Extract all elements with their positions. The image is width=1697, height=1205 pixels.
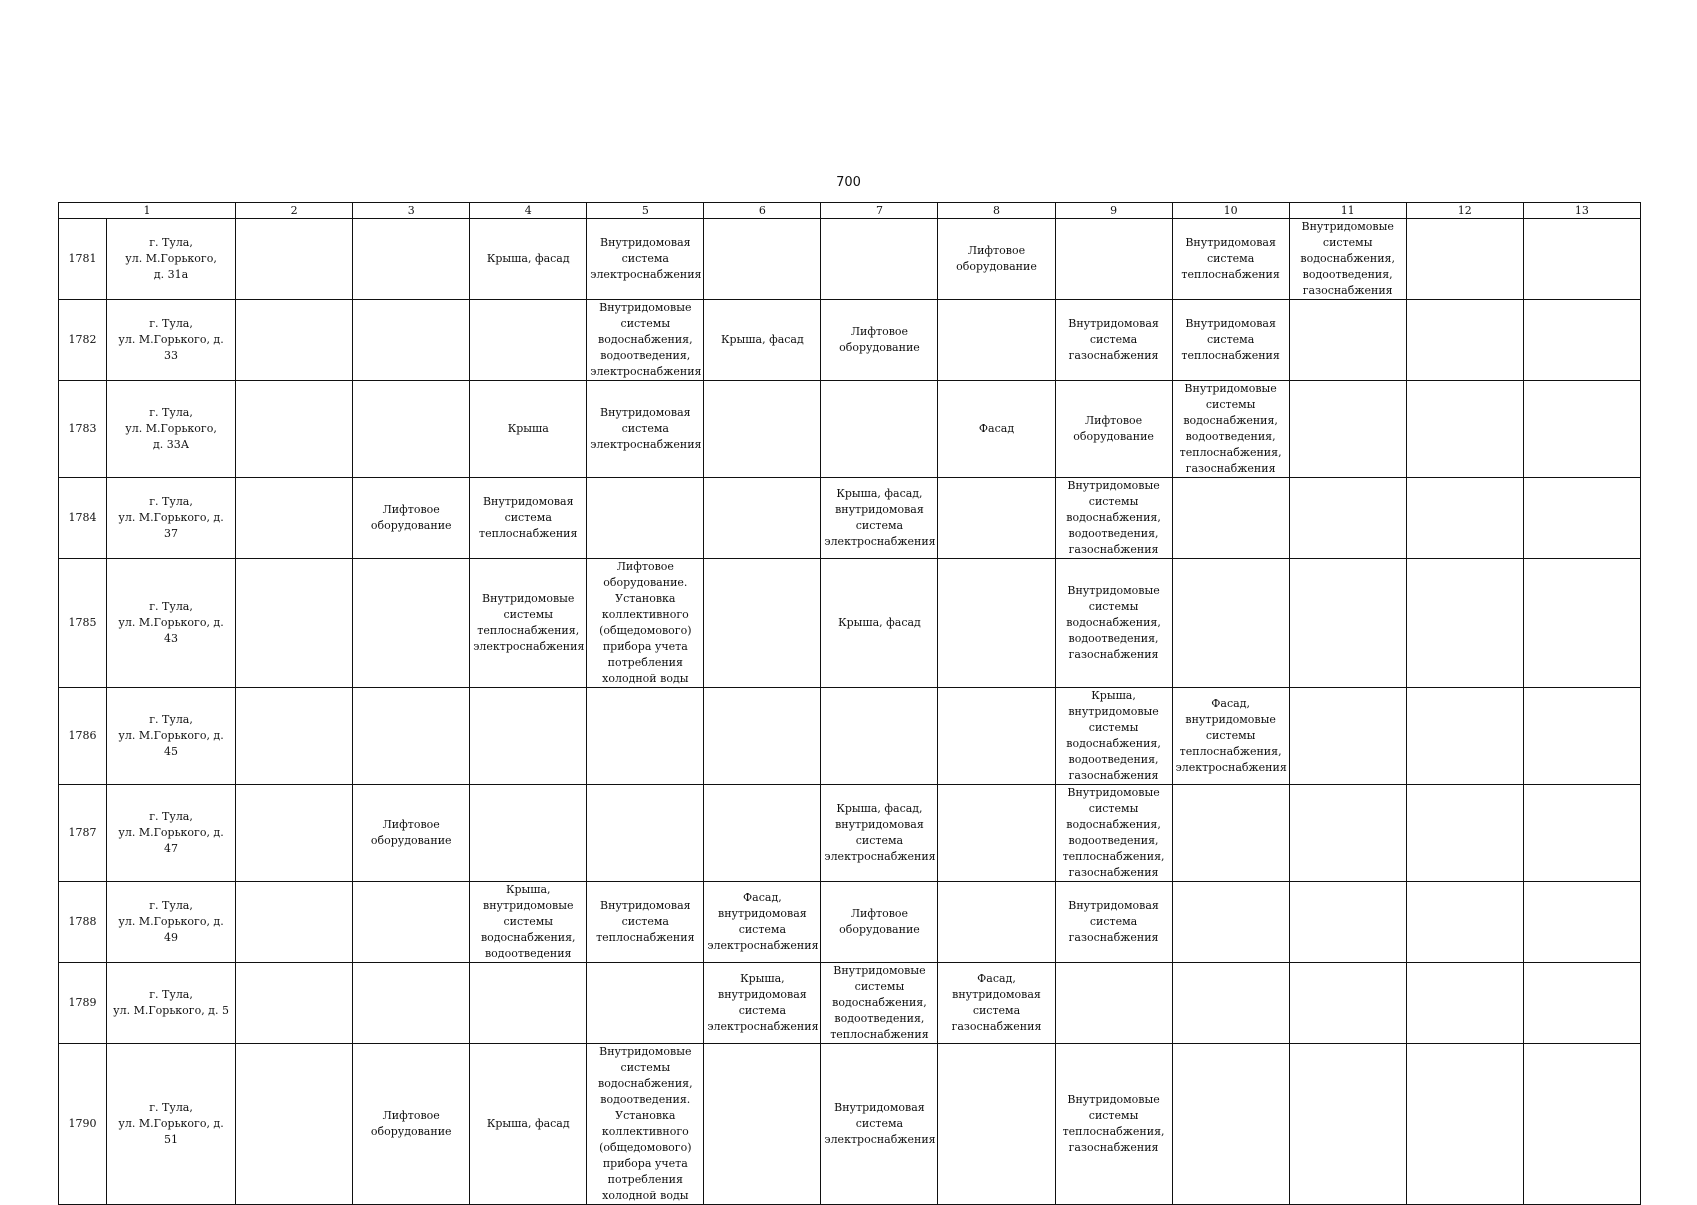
work-cell-col-7 — [821, 785, 938, 882]
work-cell-col-4 — [470, 688, 587, 785]
work-cell-col-8 — [938, 1044, 1055, 1205]
work-cell-text: Крыша, внутридомовая система электроснабжения — [707, 972, 819, 1033]
address-cell: г. Тула, ул. М.Горького, д. 43 — [118, 600, 224, 645]
work-cell-col-10 — [1172, 963, 1289, 1044]
work-cell-col-13 — [1523, 882, 1640, 963]
work-cell-col-12 — [1406, 381, 1523, 478]
work-cell-col-2 — [236, 381, 353, 478]
work-cell-text: Крыша, внутридомовые системы водоснабжения, водоотведения, газоснабжения — [1066, 689, 1161, 782]
work-cell-col-7 — [821, 219, 938, 300]
work-cell-col-7 — [821, 688, 938, 785]
work-cell-text: Крыша — [507, 422, 549, 435]
work-cell-col-11 — [1289, 219, 1406, 300]
work-cell-col-3 — [353, 688, 470, 785]
work-cell-col-11 — [1289, 785, 1406, 882]
work-cell-col-11 — [1289, 882, 1406, 963]
column-number-2: 2 — [236, 203, 353, 219]
row-number: 1788 — [59, 882, 107, 963]
address-cell: г. Тула, ул. М.Горького, д. 5 — [113, 988, 229, 1017]
work-cell-text: Фасад — [978, 422, 1015, 435]
work-cell-col-13 — [1523, 963, 1640, 1044]
work-cell-text: Внутридомовые системы водоснабжения, водоотведения, теплоснабжения, газоснабжения — [1179, 382, 1282, 475]
work-cell-col-12 — [1406, 300, 1523, 381]
work-cell-text: Фасад, внутридомовая система электроснабжения — [707, 891, 819, 952]
work-cell-col-6 — [704, 300, 821, 381]
work-cell-col-8 — [938, 300, 1055, 381]
work-cell-col-11 — [1289, 963, 1406, 1044]
work-cell-text: Лифтовое оборудование — [370, 1109, 452, 1138]
work-cell-text: Внутридомовая система электроснабжения — [590, 406, 702, 451]
work-cell-col-11 — [1289, 1044, 1406, 1205]
work-cell-text: Внутридомовые системы водоснабжения, водоотведения, газоснабжения — [1300, 220, 1395, 297]
work-cell-col-9 — [1055, 1044, 1172, 1205]
work-cell-col-13 — [1523, 381, 1640, 478]
work-cell-text: Фасад, внутридомовая система газоснабжения — [951, 972, 1042, 1033]
work-cell-col-2 — [236, 1044, 353, 1205]
work-cell-text: Крыша, фасад — [838, 616, 921, 629]
work-cell-col-12 — [1406, 478, 1523, 559]
row-number: 1785 — [59, 559, 107, 688]
work-cell-text: Внутридомовые системы водоснабжения, водоотведения, газоснабжения — [1066, 584, 1161, 661]
work-cell-col-5 — [587, 1044, 704, 1205]
work-cell-col-8 — [938, 785, 1055, 882]
work-cell-col-10 — [1172, 559, 1289, 688]
work-cell-col-6 — [704, 559, 821, 688]
work-cell-text: Фасад, внутридомовые системы теплоснабжения, электроснабжения — [1175, 697, 1287, 774]
work-cell-col-12 — [1406, 688, 1523, 785]
work-cell-col-4 — [470, 559, 587, 688]
column-number-4: 4 — [470, 203, 587, 219]
column-number-7: 7 — [821, 203, 938, 219]
work-cell-text: Лифтовое оборудование — [839, 325, 920, 354]
work-cell-col-11 — [1289, 478, 1406, 559]
work-cell-col-7 — [821, 882, 938, 963]
row-number: 1789 — [59, 963, 107, 1044]
work-cell-col-2 — [236, 300, 353, 381]
column-number-11: 11 — [1289, 203, 1406, 219]
work-cell-col-9 — [1055, 882, 1172, 963]
work-cell-text: Внутридомовые системы водоснабжения, водоотведения. Установка коллективного (общедомового) прибора учета потребления холодной воды — [598, 1045, 693, 1202]
page-number: 700 — [836, 175, 861, 190]
work-cell-col-10 — [1172, 785, 1289, 882]
work-cell-col-6 — [704, 219, 821, 300]
work-cell-col-2 — [236, 559, 353, 688]
work-cell-col-3 — [353, 219, 470, 300]
work-cell-text: Внутридомовая система теплоснабжения — [1181, 236, 1280, 281]
column-number-6: 6 — [704, 203, 821, 219]
work-cell-col-2 — [236, 785, 353, 882]
work-cell-col-2 — [236, 688, 353, 785]
work-cell-col-13 — [1523, 688, 1640, 785]
work-cell-col-4 — [470, 300, 587, 381]
work-cell-col-4 — [470, 381, 587, 478]
work-cell-text: Внутридомовые системы водоснабжения, водоотведения, теплоснабжения — [830, 964, 929, 1041]
work-cell-col-6 — [704, 963, 821, 1044]
repair-schedule-table — [58, 202, 1641, 1205]
work-cell-col-13 — [1523, 559, 1640, 688]
table-row — [59, 300, 1641, 381]
table-row — [59, 478, 1641, 559]
work-cell-col-7 — [821, 1044, 938, 1205]
work-cell-col-6 — [704, 381, 821, 478]
work-cell-col-9 — [1055, 559, 1172, 688]
table-row — [59, 559, 1641, 688]
row-number: 1782 — [59, 300, 107, 381]
address-cell: г. Тула, ул. М.Горького, д. 51 — [118, 1101, 224, 1146]
work-cell-text: Лифтовое оборудование. Установка коллективного (общедомового) прибора учета потребления холодной воды — [599, 560, 692, 685]
work-cell-col-10 — [1172, 381, 1289, 478]
work-cell-col-5 — [587, 963, 704, 1044]
work-cell-text: Крыша, фасад — [486, 252, 570, 265]
work-cell-col-5 — [587, 688, 704, 785]
work-cell-col-8 — [938, 478, 1055, 559]
work-cell-col-13 — [1523, 478, 1640, 559]
work-cell-col-7 — [821, 300, 938, 381]
work-cell-col-5 — [587, 300, 704, 381]
table-row — [59, 1044, 1641, 1205]
column-number-10: 10 — [1172, 203, 1289, 219]
work-cell-col-2 — [236, 219, 353, 300]
work-cell-col-4 — [470, 219, 587, 300]
table-row — [59, 882, 1641, 963]
work-cell-col-8 — [938, 381, 1055, 478]
work-cell-col-5 — [587, 478, 704, 559]
address-cell: г. Тула, ул. М.Горького, д. 45 — [118, 713, 224, 758]
work-cell-col-11 — [1289, 559, 1406, 688]
work-cell-col-6 — [704, 1044, 821, 1205]
work-cell-col-13 — [1523, 300, 1640, 381]
work-cell-col-3 — [353, 300, 470, 381]
work-cell-col-2 — [236, 882, 353, 963]
table-row — [59, 219, 1641, 300]
work-cell-text: Внутридомовые системы теплоснабжения, электроснабжения — [473, 592, 585, 653]
address-cell: г. Тула, ул. М.Горького, д. 33 — [118, 317, 224, 362]
work-cell-col-3 — [353, 559, 470, 688]
table-row — [59, 688, 1641, 785]
work-cell-col-13 — [1523, 785, 1640, 882]
work-cell-col-5 — [587, 381, 704, 478]
work-cell-text: Внутридомовая система электроснабжения — [824, 1101, 936, 1146]
work-cell-col-9 — [1055, 219, 1172, 300]
work-cell-text: Крыша, фасад, внутридомовая система электроснабжения — [824, 802, 936, 863]
work-cell-text: Лифтовое оборудование — [370, 503, 452, 532]
work-cell-col-4 — [470, 1044, 587, 1205]
work-cell-text: Внутридомовая система теплоснабжения — [479, 495, 578, 540]
work-cell-col-8 — [938, 688, 1055, 785]
work-cell-text: Внутридомовые системы водоснабжения, водоотведения, газоснабжения — [1066, 479, 1161, 556]
work-cell-text: Крыша, фасад — [721, 333, 804, 346]
work-cell-col-7 — [821, 478, 938, 559]
work-cell-col-3 — [353, 1044, 470, 1205]
work-cell-col-10 — [1172, 688, 1289, 785]
work-cell-col-8 — [938, 963, 1055, 1044]
work-cell-col-8 — [938, 559, 1055, 688]
table-row — [59, 785, 1641, 882]
work-cell-col-9 — [1055, 963, 1172, 1044]
column-number-12: 12 — [1406, 203, 1523, 219]
work-cell-col-7 — [821, 559, 938, 688]
row-number: 1783 — [59, 381, 107, 478]
work-cell-col-10 — [1172, 219, 1289, 300]
row-number: 1790 — [59, 1044, 107, 1205]
work-cell-col-9 — [1055, 688, 1172, 785]
work-cell-col-12 — [1406, 219, 1523, 300]
work-cell-col-5 — [587, 882, 704, 963]
work-cell-text: Внутридомовые системы теплоснабжения, газоснабжения — [1062, 1093, 1165, 1154]
address-cell: г. Тула, ул. М.Горького, д. 47 — [118, 810, 224, 855]
work-cell-col-12 — [1406, 882, 1523, 963]
work-cell-text: Внутридомовая система газоснабжения — [1068, 317, 1159, 362]
work-cell-col-9 — [1055, 478, 1172, 559]
work-cell-col-3 — [353, 963, 470, 1044]
work-cell-text: Внутридомовая система газоснабжения — [1068, 899, 1159, 944]
work-cell-col-5 — [587, 219, 704, 300]
work-cell-col-10 — [1172, 300, 1289, 381]
work-cell-text: Крыша, фасад — [486, 1117, 570, 1130]
work-cell-col-12 — [1406, 1044, 1523, 1205]
work-cell-col-3 — [353, 785, 470, 882]
address-cell: г. Тула, ул. М.Горького, д. 37 — [118, 495, 224, 540]
work-cell-text: Крыша, внутридомовые системы водоснабжения, водоотведения — [480, 883, 576, 960]
row-number: 1787 — [59, 785, 107, 882]
work-cell-col-10 — [1172, 478, 1289, 559]
work-cell-col-12 — [1406, 559, 1523, 688]
work-cell-col-6 — [704, 882, 821, 963]
row-number: 1784 — [59, 478, 107, 559]
address-cell: г. Тула, ул. М.Горького, д. 31а — [125, 236, 217, 281]
column-number-row — [59, 203, 1641, 219]
work-cell-col-6 — [704, 688, 821, 785]
work-cell-col-3 — [353, 882, 470, 963]
work-cell-col-10 — [1172, 1044, 1289, 1205]
column-number-13: 13 — [1523, 203, 1640, 219]
column-number-1: 1 — [59, 203, 236, 219]
work-cell-col-6 — [704, 785, 821, 882]
work-cell-text: Лифтовое оборудование — [1073, 414, 1154, 443]
work-cell-text: Внутридомовые системы водоснабжения, водоотведения, электроснабжения — [590, 301, 702, 378]
work-cell-col-4 — [470, 963, 587, 1044]
work-cell-col-5 — [587, 559, 704, 688]
work-cell-col-2 — [236, 478, 353, 559]
column-number-9: 9 — [1055, 203, 1172, 219]
work-cell-text: Внутридомовая система электроснабжения — [590, 236, 702, 281]
table-row — [59, 381, 1641, 478]
work-cell-text: Внутридомовая система теплоснабжения — [596, 899, 695, 944]
work-cell-text: Лифтовое оборудование — [370, 818, 452, 847]
column-number-8: 8 — [938, 203, 1055, 219]
work-cell-col-9 — [1055, 381, 1172, 478]
work-cell-col-3 — [353, 381, 470, 478]
work-cell-col-11 — [1289, 300, 1406, 381]
work-cell-col-2 — [236, 963, 353, 1044]
work-cell-col-7 — [821, 963, 938, 1044]
work-cell-col-6 — [704, 478, 821, 559]
row-number: 1786 — [59, 688, 107, 785]
address-cell: г. Тула, ул. М.Горького, д. 49 — [118, 899, 224, 944]
work-cell-col-11 — [1289, 381, 1406, 478]
work-cell-col-5 — [587, 785, 704, 882]
work-cell-col-8 — [938, 219, 1055, 300]
work-cell-col-12 — [1406, 785, 1523, 882]
work-cell-col-11 — [1289, 688, 1406, 785]
work-cell-col-13 — [1523, 219, 1640, 300]
work-cell-col-4 — [470, 882, 587, 963]
work-cell-text: Внутридомовая система теплоснабжения — [1181, 317, 1280, 362]
work-cell-col-12 — [1406, 963, 1523, 1044]
row-number: 1781 — [59, 219, 107, 300]
work-cell-col-7 — [821, 381, 938, 478]
work-cell-col-4 — [470, 785, 587, 882]
work-cell-col-9 — [1055, 785, 1172, 882]
work-cell-col-10 — [1172, 882, 1289, 963]
table-row — [59, 963, 1641, 1044]
work-cell-col-13 — [1523, 1044, 1640, 1205]
column-number-5: 5 — [587, 203, 704, 219]
work-cell-col-3 — [353, 478, 470, 559]
work-cell-col-8 — [938, 882, 1055, 963]
work-cell-text: Крыша, фасад, внутридомовая система электроснабжения — [824, 487, 936, 548]
work-cell-col-9 — [1055, 300, 1172, 381]
work-cell-text: Лифтовое оборудование — [956, 244, 1037, 273]
work-cell-col-4 — [470, 478, 587, 559]
work-cell-text: Лифтовое оборудование — [839, 907, 920, 936]
address-cell: г. Тула, ул. М.Горького, д. 33А — [125, 406, 217, 451]
column-number-3: 3 — [353, 203, 470, 219]
work-cell-text: Внутридомовые системы водоснабжения, водоотведения, теплоснабжения, газоснабжения — [1062, 786, 1165, 879]
